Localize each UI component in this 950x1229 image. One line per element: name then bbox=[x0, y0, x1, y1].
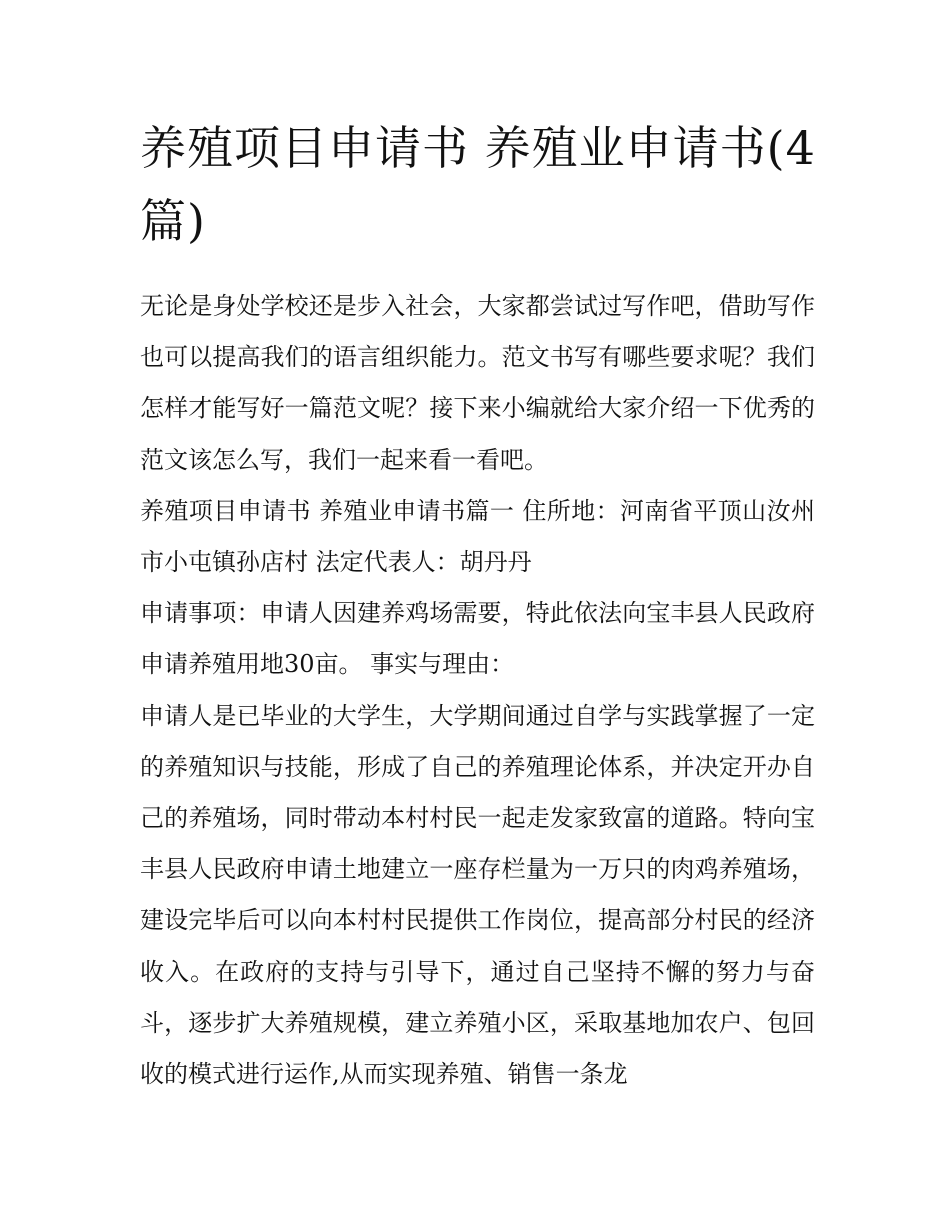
document-body bbox=[140, 281, 815, 1100]
paragraph-intro: 无论是身处学校还是步入社会，大家都尝试过写作吧，借助写作也可以提高我们的语言组织能力。范文书写有哪些要求呢？我们怎样才能写好一篇范文呢？接下来小编就给大家介绍一下优秀的范文该怎么写，我们一起来看一看吧。 bbox=[140, 292, 815, 474]
document-title: 养殖项目申请书 养殖业申请书(4篇) bbox=[140, 121, 816, 248]
paragraph-application-matter: 申请事项：申请人因建养鸡场需要，特此依法向宝丰县人民政府申请养殖用地30亩。 事实与理由： bbox=[140, 599, 815, 679]
paragraph-reasons: 申请人是已毕业的大学生，大学期间通过自学与实践掌握了一定的养殖知识与技能，形成了自己的养殖理论体系，并决定开办自己的养殖场，同时带动本村村民一起走发家致富的道路。特向宝丰县人民政府申请土地建立一座存栏量为一万只的肉鸡养殖场，建设完毕后可以向本村村民提供工作岗位，提高部分村民的经济收入。在政府的支持与引导下，通过自己坚持不懈的努力与奋斗，逐步扩大养殖规模，建立养殖小区，采取基地加农户、包回收的模式进行运作,从而实现养殖、销售一条龙 bbox=[140, 701, 815, 1089]
paragraph-applicant-info: 养殖项目申请书 养殖业申请书篇一 住所地：河南省平顶山汝州市小屯镇孙店村 法定代表人：胡丹丹 bbox=[140, 496, 815, 577]
